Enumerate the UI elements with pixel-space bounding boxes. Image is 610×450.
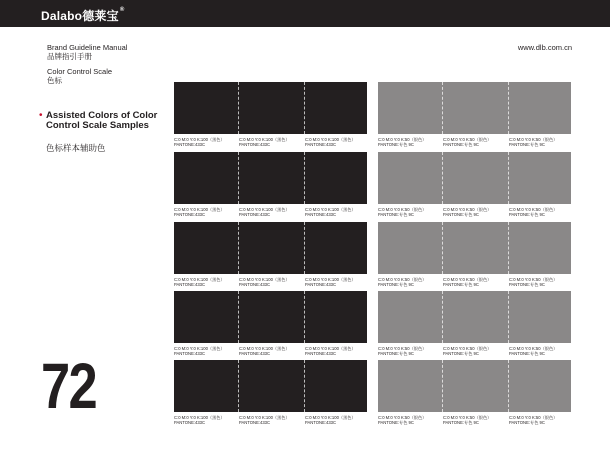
swatch-cut-line — [508, 360, 509, 412]
swatch-cmyk-value: C:0 M:0 Y:0 K:50（银色） — [509, 137, 558, 142]
swatch-pantone-value: PANTONE:专色 9C — [378, 420, 414, 425]
gray-swatch-caption — [443, 415, 491, 425]
gray-swatch-caption — [443, 277, 491, 287]
black-swatch-row-3 — [174, 222, 367, 274]
swatch-pantone-value: PANTONE:专色 9C — [509, 282, 545, 287]
brand-logo — [41, 7, 124, 24]
swatch-cmyk-value: C:0 M:0 Y:0 K:100（黑色） — [174, 415, 225, 420]
swatch-cmyk-value: C:0 M:0 Y:0 K:100（黑色） — [239, 346, 290, 351]
gray-swatch-row-2 — [378, 152, 571, 204]
swatch-pantone-value: PANTONE:专色 9C — [509, 212, 545, 217]
swatch-pantone-value: PANTONE:433C — [305, 142, 337, 147]
black-swatch-row-5 — [174, 360, 367, 412]
swatch-cut-line — [508, 152, 509, 204]
gray-swatch-caption — [378, 277, 426, 287]
gray-swatch-caption — [443, 137, 491, 147]
swatch-pantone-value: PANTONE:专色 9C — [443, 212, 479, 217]
swatch-pantone-value: PANTONE:433C — [239, 282, 271, 287]
swatch-pantone-value: PANTONE:433C — [305, 282, 337, 287]
black-swatch-caption — [174, 137, 225, 147]
swatch-pantone-value: PANTONE:433C — [174, 420, 206, 425]
gray-swatch-caption — [378, 415, 426, 425]
swatch-pantone-value: PANTONE:433C — [239, 142, 271, 147]
swatch-cut-line — [238, 82, 239, 134]
swatch-pantone-value: PANTONE:433C — [174, 212, 206, 217]
swatch-cmyk-value: C:0 M:0 Y:0 K:50（银色） — [378, 207, 427, 212]
swatch-pantone-value: PANTONE:专色 9C — [443, 142, 479, 147]
swatch-cmyk-value: C:0 M:0 Y:0 K:50（银色） — [378, 277, 427, 282]
chapter-title-zh: 色标 — [47, 76, 62, 85]
swatch-cmyk-value: C:0 M:0 Y:0 K:100（黑色） — [239, 137, 290, 142]
swatch-cut-line — [442, 222, 443, 274]
swatch-cut-line — [442, 291, 443, 343]
registered-mark: ® — [119, 7, 125, 13]
swatch-cut-line — [442, 360, 443, 412]
black-swatch-caption — [239, 277, 290, 287]
swatch-pantone-value: PANTONE:433C — [239, 420, 271, 425]
swatch-pantone-value: PANTONE:433C — [239, 212, 271, 217]
gray-swatch-row-1 — [378, 82, 571, 134]
black-swatch-caption — [174, 346, 225, 356]
black-swatch-caption — [239, 137, 290, 147]
black-swatch-caption — [239, 346, 290, 356]
swatch-cut-line — [238, 360, 239, 412]
swatch-cmyk-value: C:0 M:0 Y:0 K:50（银色） — [509, 346, 558, 351]
chapter-title: Color Control Scale — [47, 67, 113, 76]
swatch-cmyk-value: C:0 M:0 Y:0 K:100（黑色） — [174, 277, 225, 282]
black-swatch-caption — [239, 207, 290, 217]
swatch-cut-line — [304, 222, 305, 274]
swatch-cmyk-value: C:0 M:0 Y:0 K:100（黑色） — [305, 277, 356, 282]
gray-swatch-caption — [378, 137, 426, 147]
section-title: Assisted Colors of Color Control Scale Samples — [46, 110, 158, 131]
gray-swatch-row-3 — [378, 222, 571, 274]
black-swatch-caption — [174, 207, 225, 217]
black-swatch-caption — [305, 207, 356, 217]
swatch-pantone-value: PANTONE:专色 9C — [509, 351, 545, 356]
gray-swatch-caption — [378, 346, 426, 356]
swatch-cut-line — [304, 82, 305, 134]
black-swatch-caption — [305, 415, 356, 425]
brand-logo-text: Dalabo德莱宝 — [41, 9, 119, 23]
manual-title: Brand Guideline Manual — [47, 43, 128, 52]
swatch-cmyk-value: C:0 M:0 Y:0 K:100（黑色） — [305, 415, 356, 420]
gray-swatch-caption — [509, 137, 557, 147]
gray-swatch-caption — [509, 207, 557, 217]
black-swatch-caption — [174, 415, 225, 425]
black-swatch-row-2 — [174, 152, 367, 204]
gray-swatch-row-5 — [378, 360, 571, 412]
swatch-cmyk-value: C:0 M:0 Y:0 K:100（黑色） — [239, 277, 290, 282]
swatch-cmyk-value: C:0 M:0 Y:0 K:50（银色） — [443, 346, 492, 351]
black-swatch-row-1 — [174, 82, 367, 134]
website-url: www.dlb.com.cn — [517, 43, 572, 52]
gray-swatch-caption — [509, 277, 557, 287]
swatch-cmyk-value: C:0 M:0 Y:0 K:50（银色） — [378, 415, 427, 420]
swatch-cut-line — [508, 222, 509, 274]
swatch-cmyk-value: C:0 M:0 Y:0 K:100（黑色） — [305, 207, 356, 212]
swatch-cut-line — [508, 291, 509, 343]
swatch-cut-line — [508, 82, 509, 134]
swatch-cut-line — [304, 152, 305, 204]
swatch-cmyk-value: C:0 M:0 Y:0 K:100（黑色） — [174, 137, 225, 142]
page-number: 72 — [41, 350, 97, 422]
swatch-pantone-value: PANTONE:专色 9C — [509, 142, 545, 147]
swatch-pantone-value: PANTONE:433C — [174, 142, 206, 147]
top-bar — [0, 0, 610, 27]
black-swatch-caption — [305, 137, 356, 147]
black-swatch-caption — [305, 277, 356, 287]
manual-title-zh: 品牌指引手册 — [47, 52, 92, 61]
swatch-cmyk-value: C:0 M:0 Y:0 K:100（黑色） — [239, 207, 290, 212]
swatch-cmyk-value: C:0 M:0 Y:0 K:50（银色） — [509, 277, 558, 282]
swatch-cmyk-value: C:0 M:0 Y:0 K:100（黑色） — [174, 346, 225, 351]
gray-swatch-caption — [509, 346, 557, 356]
swatch-pantone-value: PANTONE:433C — [305, 420, 337, 425]
swatch-pantone-value: PANTONE:433C — [305, 212, 337, 217]
swatch-cmyk-value: C:0 M:0 Y:0 K:50（银色） — [509, 207, 558, 212]
swatch-cmyk-value: C:0 M:0 Y:0 K:100（黑色） — [305, 346, 356, 351]
swatch-pantone-value: PANTONE:专色 9C — [378, 351, 414, 356]
swatch-cmyk-value: C:0 M:0 Y:0 K:50（银色） — [443, 137, 492, 142]
swatch-cut-line — [238, 291, 239, 343]
swatch-cut-line — [442, 82, 443, 134]
swatch-cmyk-value: C:0 M:0 Y:0 K:100（黑色） — [174, 207, 225, 212]
black-swatch-caption — [174, 277, 225, 287]
swatch-pantone-value: PANTONE:专色 9C — [378, 212, 414, 217]
swatch-pantone-value: PANTONE:433C — [239, 351, 271, 356]
black-swatch-row-4 — [174, 291, 367, 343]
swatch-cmyk-value: C:0 M:0 Y:0 K:100（黑色） — [239, 415, 290, 420]
black-swatch-caption — [239, 415, 290, 425]
section-title-zh: 色标样本辅助色 — [46, 143, 106, 153]
swatch-pantone-value: PANTONE:专色 9C — [443, 420, 479, 425]
swatch-pantone-value: PANTONE:433C — [305, 351, 337, 356]
swatch-cut-line — [442, 152, 443, 204]
swatch-cut-line — [238, 222, 239, 274]
swatch-pantone-value: PANTONE:433C — [174, 351, 206, 356]
swatch-cmyk-value: C:0 M:0 Y:0 K:100（黑色） — [305, 137, 356, 142]
swatch-pantone-value: PANTONE:专色 9C — [443, 282, 479, 287]
swatch-cmyk-value: C:0 M:0 Y:0 K:50（银色） — [378, 137, 427, 142]
swatch-cut-line — [238, 152, 239, 204]
swatch-cmyk-value: C:0 M:0 Y:0 K:50（银色） — [443, 415, 492, 420]
swatch-cut-line — [304, 291, 305, 343]
gray-swatch-row-4 — [378, 291, 571, 343]
black-swatch-caption — [305, 346, 356, 356]
swatch-pantone-value: PANTONE:专色 9C — [378, 282, 414, 287]
swatch-pantone-value: PANTONE:专色 9C — [378, 142, 414, 147]
gray-swatch-caption — [443, 346, 491, 356]
swatch-pantone-value: PANTONE:专色 9C — [443, 351, 479, 356]
gray-swatch-caption — [443, 207, 491, 217]
gray-swatch-caption — [378, 207, 426, 217]
swatch-cmyk-value: C:0 M:0 Y:0 K:50（银色） — [443, 207, 492, 212]
gray-swatch-caption — [509, 415, 557, 425]
swatch-cut-line — [304, 360, 305, 412]
bullet-icon: • — [39, 110, 43, 121]
swatch-cmyk-value: C:0 M:0 Y:0 K:50（银色） — [443, 277, 492, 282]
swatch-cmyk-value: C:0 M:0 Y:0 K:50（银色） — [378, 346, 427, 351]
swatch-pantone-value: PANTONE:专色 9C — [509, 420, 545, 425]
swatch-pantone-value: PANTONE:433C — [174, 282, 206, 287]
swatch-cmyk-value: C:0 M:0 Y:0 K:50（银色） — [509, 415, 558, 420]
